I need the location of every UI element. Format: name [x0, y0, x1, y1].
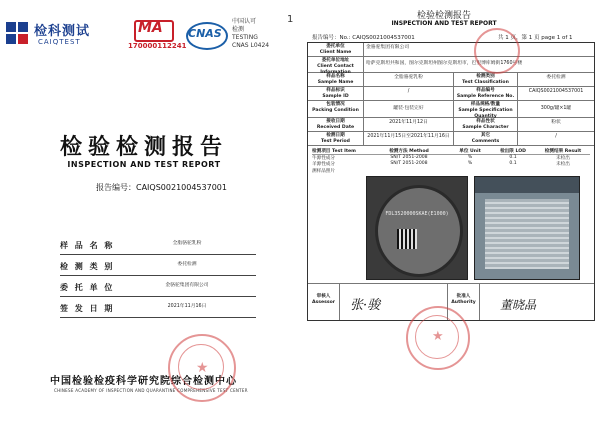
official-stamp-icon: [168, 334, 236, 402]
result-cell: SN/T 2051-2008: [390, 155, 428, 160]
label-cn: 委托单位: [326, 44, 345, 49]
label-cn: 接收日期: [326, 119, 345, 124]
result-cell: 牛源性成分: [312, 156, 335, 161]
label-cn: 审核人: [316, 294, 331, 299]
sample-ref-label: [454, 87, 518, 100]
cnas-line: 检测: [232, 26, 245, 33]
label-en: Authority: [451, 300, 476, 305]
label-en: Client Name: [319, 50, 352, 55]
cover-title: 检验检测报告: [59, 134, 228, 160]
field-value: 委托检测: [177, 262, 197, 267]
label-en: Assessor: [311, 300, 336, 305]
report-no-label: 报告编号：: [96, 183, 136, 192]
sample-id-value: /: [364, 87, 454, 100]
can-top-band: [475, 177, 579, 193]
address-label: [308, 57, 364, 75]
label-en: Sample Reference No.: [456, 94, 515, 99]
client-row: [308, 43, 594, 57]
report-title-en: INSPECTION AND TEST REPORT: [391, 20, 497, 27]
label-cn: 检测类别: [476, 74, 495, 79]
results-header-cell: 检出限 LOD: [500, 149, 526, 154]
address-row: [308, 57, 594, 73]
recv-label: [308, 118, 364, 131]
sample-id-label: [308, 87, 364, 100]
label-en: Sample Name: [317, 80, 354, 85]
sample-name-row: [308, 73, 594, 87]
result-cell: %: [467, 155, 473, 160]
qr-code-icon: [397, 229, 417, 249]
caiq-sub: CAIQTEST: [38, 38, 81, 46]
pack-value: 罐装·包装完好: [364, 101, 454, 117]
field-label: 样 品 名 称: [60, 241, 115, 250]
label-cn: 批准人: [456, 294, 471, 299]
result-cell: 0.1: [509, 161, 517, 166]
char-label: [454, 118, 518, 131]
can-code: FDL3520000SKAE(E1000): [385, 211, 449, 217]
field-value: 全脂骆驼乳粉: [172, 241, 202, 246]
period-row: [308, 132, 594, 146]
ma-number: 170000112241: [128, 42, 187, 50]
sample-photo-can-lid: [366, 176, 468, 280]
result-cell: 未检出: [556, 156, 570, 161]
stamp-star-icon: ★: [432, 329, 444, 344]
sample-name-value: 全脂骆驼乳粉: [364, 73, 454, 86]
results-block: [308, 146, 594, 284]
field-label: 签 发 日 期: [60, 304, 115, 313]
field-value: 2021年11月16日: [167, 304, 207, 309]
label-en: Test Period: [321, 139, 350, 144]
field-label: 委 托 单 位: [60, 283, 115, 292]
report-title: 检验检测报告: [416, 11, 471, 21]
cover-footer-en: CHINESE ACADEMY OF INSPECTION AND QUARANTINE COMPREHENSIVE TEST CENTER: [54, 388, 248, 393]
cover-field-row: [60, 255, 256, 276]
spec-value: 300g/罐×1罐: [540, 106, 572, 111]
cnas-line: CNAS L0424: [232, 42, 270, 49]
cover-field-row: [60, 234, 256, 255]
ma-text: MA: [138, 20, 163, 36]
label-en: Sample ID: [322, 94, 349, 99]
cover-field-row: [60, 276, 256, 297]
label-cn: 样品性状: [476, 119, 495, 124]
pack-label: [308, 101, 364, 117]
label-cn: 包装情况: [326, 102, 345, 107]
sample-photo-can-label: [474, 176, 580, 280]
result-cell: %: [467, 161, 473, 166]
results-table: [312, 148, 590, 174]
sample-ref-value: CAIQS0021004537001: [528, 89, 584, 94]
table-row: [312, 161, 590, 167]
result-cell: 未检出: [556, 162, 570, 167]
cnas-text: CNAS: [188, 27, 222, 40]
page-number: 1: [287, 14, 294, 25]
label-en: Comments: [471, 139, 500, 144]
result-cell: 0.1: [509, 155, 517, 160]
result-cell: SN/T 2051-2008: [390, 161, 428, 166]
client-label: [308, 43, 364, 56]
sample-id-row: [308, 87, 594, 101]
report-no-value: CAIQS0021004537001: [136, 183, 227, 192]
label-en: Received Date: [316, 125, 355, 130]
report-cover-page: [0, 0, 288, 426]
approver-signature: 董晓晶: [500, 298, 537, 312]
cover-title-en: INSPECTION AND TEST REPORT: [67, 160, 221, 169]
results-header-cell: 检测结果 Result: [544, 149, 582, 154]
label-cn: 样品规格/数量: [470, 102, 501, 107]
char-value: 粉状: [551, 120, 561, 125]
field-value: 金骆驼集团有限公司: [165, 283, 209, 288]
period-label: [308, 132, 364, 145]
packing-row: [308, 101, 594, 118]
reviewer-label: [308, 284, 340, 320]
caiq-logo-icon: [6, 22, 28, 44]
class-label: [454, 73, 518, 86]
label-cn: 委托单位地址: [321, 58, 350, 63]
client-value: 金骆驼集团有限公司: [366, 45, 410, 50]
class-value: 委托检测: [546, 75, 566, 80]
cover-footer: 中国检验检疫科学研究院综合检测中心: [50, 376, 237, 387]
can-lid-disc: [375, 185, 463, 277]
results-header-cell: 检测方法 Method: [389, 149, 429, 154]
stamp-star-icon: ★: [196, 360, 209, 376]
label-cn: 样品标识: [326, 88, 345, 93]
label-en: Packing Condition: [312, 108, 359, 113]
label-cn: 检测日期: [326, 133, 345, 138]
label-en: Sample Character: [462, 125, 509, 130]
report-number: 报告编号：No.: CAIQS0021004537001: [312, 35, 415, 41]
received-row: [308, 118, 594, 132]
official-stamp-icon: [474, 28, 520, 74]
label-en: Test Classification: [462, 80, 509, 85]
cnas-line: 中国认可: [232, 18, 257, 25]
photo-label: 测样品照片: [312, 169, 335, 174]
spec-label: [454, 101, 518, 117]
results-header-cell: 检测项目 Test Item: [312, 149, 356, 154]
results-header: [312, 148, 590, 155]
result-cell: 羊源性成分: [312, 162, 335, 167]
reviewer-signature: 张·骏: [340, 284, 448, 320]
label-cn: 样品编号: [476, 88, 495, 93]
other-value: /: [555, 134, 557, 139]
cnas-line: TESTING: [232, 34, 258, 41]
sample-name-label: [308, 73, 364, 86]
caiq-name: 检科测试: [34, 24, 91, 39]
nutrition-label-image: [485, 199, 569, 269]
recv-value: 2021年11月12日: [364, 118, 454, 131]
cover-field-row: [60, 297, 256, 318]
label-en: Sample Specification Quantity: [458, 108, 513, 119]
cover-report-number: [96, 182, 227, 193]
report-table: [307, 42, 595, 321]
cnas-accreditation: [232, 18, 286, 50]
cover-fields: [60, 234, 256, 318]
address-value: 哈萨克斯坦共和国，图尔克斯坦州图尔克斯坦市，巴里博库姆街1760号楼: [366, 61, 523, 66]
official-stamp-icon: [406, 306, 470, 370]
results-header-cell: 单位 Unit: [459, 149, 481, 154]
field-label: 检 测 类 别: [60, 262, 115, 271]
label-cn: 其它: [480, 133, 491, 138]
label-en: Client Contact Information: [317, 64, 354, 75]
period-value: 2021年11月15日至2021年11月16日: [364, 132, 454, 145]
report-page-count: 共 1 页，第 1 页 page 1 of 1: [498, 35, 573, 41]
other-label: [454, 132, 518, 145]
label-cn: 样品名称: [326, 74, 345, 79]
